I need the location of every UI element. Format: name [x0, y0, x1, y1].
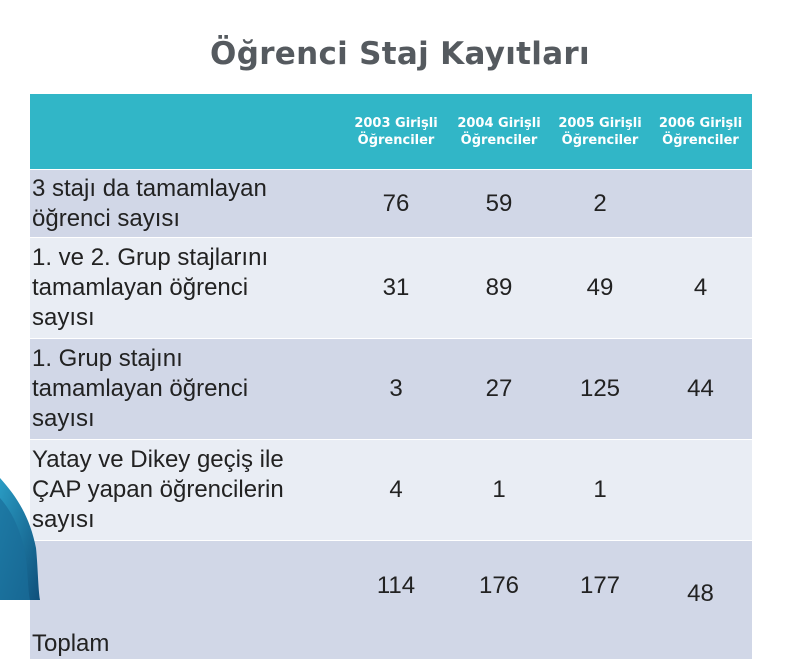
header-2006-line1: 2006 Girişli [658, 115, 743, 131]
header-2005-line1: 2005 Girişli [558, 115, 642, 131]
row-label-line: sayısı [32, 405, 95, 432]
row-label-line: Toplam [32, 630, 110, 657]
value-cell-2006: 44 [649, 339, 752, 440]
total-cell-2003: 114 [345, 541, 447, 660]
row-label-line: Yatay ve Dikey geçiş ile [32, 446, 284, 473]
wave-decoration-icon [0, 478, 40, 600]
row-label-line: ÇAP yapan öğrencilerin [32, 476, 284, 503]
value-cell-2005: 2 [551, 170, 649, 238]
table-row-total [30, 541, 752, 660]
header-row [30, 94, 752, 170]
table-row [30, 440, 752, 541]
header-2004-line2: Öğrenciler [460, 132, 538, 148]
value-cell-2006: 4 [649, 238, 752, 339]
row-label-line: öğrenci sayısı [32, 204, 181, 232]
value-cell-2005: 125 [551, 339, 649, 440]
table-row [30, 238, 752, 339]
table-row [30, 339, 752, 440]
value-cell-2004: 59 [447, 170, 551, 238]
row-label [30, 238, 345, 339]
row-label [30, 170, 345, 238]
value-cell-2005: 49 [551, 238, 649, 339]
header-empty-cell [30, 94, 345, 170]
corner-decoration [0, 478, 40, 600]
row-label [30, 440, 345, 541]
header-2006-line2: Öğrenciler [662, 132, 739, 148]
header-2003-line1: 2003 Girişli [354, 115, 438, 131]
row-label-line: tamamlayan öğrenci [32, 274, 249, 301]
total-cell-2006: 48 [649, 541, 752, 660]
slide-title: Öğrenci Staj Kayıtları [210, 36, 590, 72]
header-cell-2006 [649, 94, 752, 170]
total-cell-2004: 176 [447, 541, 551, 660]
value-cell-2006 [649, 440, 752, 541]
row-label-line: 1. ve 2. Grup stajlarını [32, 244, 269, 271]
value-cell-2003: 76 [345, 170, 447, 238]
value-cell-2004: 27 [447, 339, 551, 440]
value-cell-2003: 31 [345, 238, 447, 339]
header-2004-line1: 2004 Girişli [457, 115, 541, 131]
row-label-line: 3 stajı da tamamlayan [32, 174, 267, 202]
value-cell-2003: 4 [345, 440, 447, 541]
total-cell-2005: 177 [551, 541, 649, 660]
row-label-total [30, 541, 345, 660]
row-label-line: 1. Grup stajını [32, 345, 183, 372]
row-label-line: sayısı [32, 304, 95, 331]
row-label [30, 339, 345, 440]
header-cell-2005 [551, 94, 649, 170]
header-2005-line2: Öğrenciler [561, 132, 639, 148]
value-cell-2003: 3 [345, 339, 447, 440]
header-cell-2003 [345, 94, 447, 170]
row-label-line: sayısı [32, 506, 95, 533]
value-cell-2005: 1 [551, 440, 649, 541]
table-row [30, 170, 752, 238]
value-cell-2004: 89 [447, 238, 551, 339]
header-2003-line2: Öğrenciler [357, 132, 435, 148]
value-cell-2006 [649, 170, 752, 238]
row-label-line: tamamlayan öğrenci [32, 375, 249, 402]
header-cell-2004 [447, 94, 551, 170]
internship-table [30, 94, 752, 660]
value-cell-2004: 1 [447, 440, 551, 541]
